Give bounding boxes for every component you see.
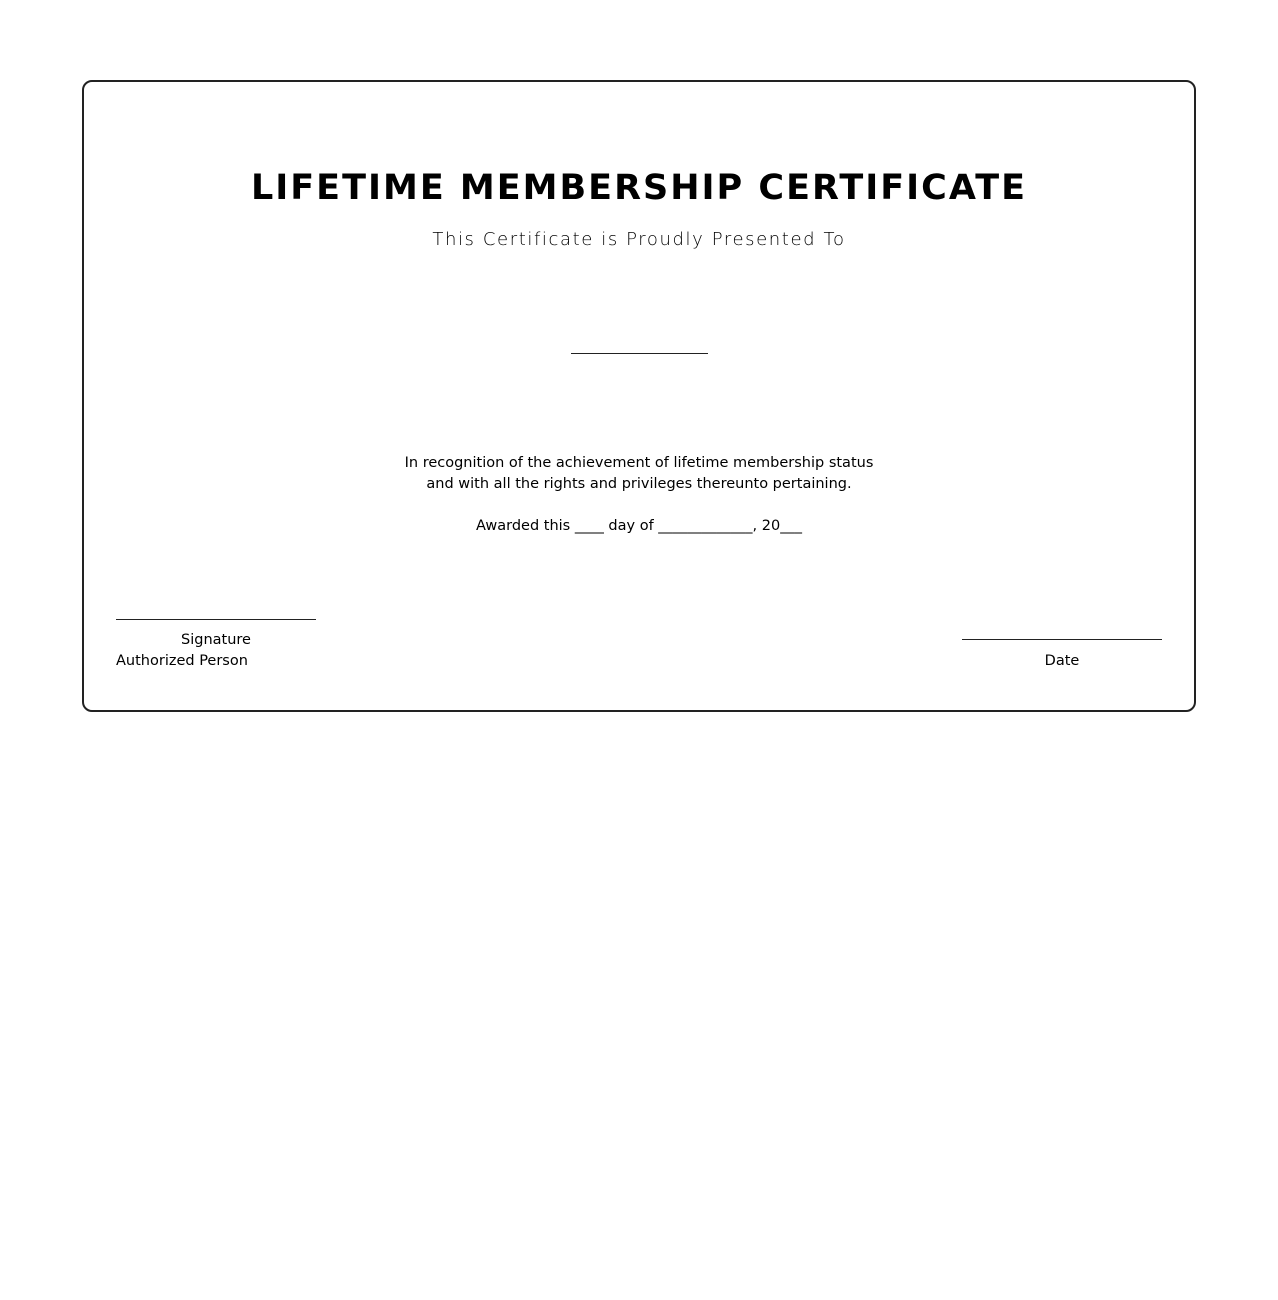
signature-label: Signature [181,632,251,648]
signature-line [116,619,316,620]
recognition-line-1: In recognition of the achievement of lifetime membership status [404,455,874,471]
date-line [962,639,1162,640]
recognition-line-2: and with all the rights and privileges thereunto pertaining. [426,476,852,492]
recipient-name-line [571,353,708,354]
awarded-date-text: Awarded this ____ day of _____________, 20___ [476,518,802,534]
certificate-subtitle: This Certificate is Proudly Presented To [432,229,846,250]
certificate-card [82,80,1196,712]
date-label: Date [1044,653,1080,669]
authorized-person-label: Authorized Person [116,653,248,669]
certificate-title: LIFETIME MEMBERSHIP CERTIFICATE [250,168,1028,208]
recognition-text [84,453,1194,495]
